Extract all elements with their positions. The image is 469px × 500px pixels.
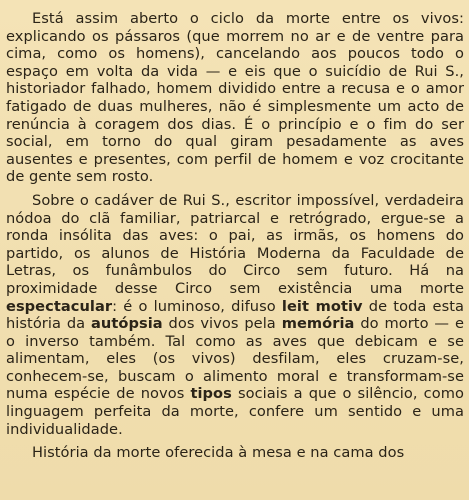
paragraph-1	[6, 10, 464, 186]
paragraph-1-text: Está assim aberto o ciclo da morte entre os vivos: explicando os pássaros (que morrem no ar e de ventre para cima, como os homens), cancelando aos poucos todo o espaço em volta da vida — e eis que o suicídio de Rui S., historiador falhado, homem dividido entre a recusa e o amor fatigado de duas mulheres, não é simplesmente um acto de renúncia à coragem dos dias. É o princípio e o fim do ser social, em torno do qual giram pesadamente as aves ausentes e presentes, com perfil de homem e voz crocitante de gente sem rosto.	[6, 10, 464, 186]
paragraph-2-text: Sobre o cadáver de Rui S., escritor impossível, verdadeira nódoa do clã familiar, patriarcal e retrógrado, ergue-se a ronda insólita das aves: o pai, as irmãs, os homens do partido, os alunos de História Moderna da Faculdade de Letras, os funâmbulos do Circo sem futuro. Há na proximidade desse Circo sem existência uma morte	[6, 191, 464, 297]
paragraph-2-text: de toda esta história da	[6, 297, 464, 333]
paragraph-3	[6, 444, 464, 462]
emphasis-espectacular: espectacular	[6, 297, 113, 315]
paragraph-2-text: sociais a que o silêncio, como linguagem perfeita da morte, confere um sentido e uma individualidade.	[6, 385, 464, 438]
emphasis-tipos: tipos	[190, 385, 232, 403]
paragraph-2-text: do morto — e o inverso também. Tal como as aves que debicam e se alimentam, eles (os vivos) desfilam, eles cruzam-se, conhecem-se, buscam o alimento moral e transformam-se numa espécie de novos	[6, 315, 464, 403]
emphasis-autopsia: autópsia	[91, 315, 163, 333]
paragraph-2-text: dos vivos pela	[162, 315, 282, 333]
body-text	[6, 10, 464, 462]
emphasis-leit-motiv: leit motiv	[281, 297, 363, 315]
paragraph-3-text: História da morte oferecida à mesa e na cama dos	[32, 444, 405, 462]
paragraph-2	[6, 192, 464, 438]
emphasis-memoria: memória	[281, 315, 355, 333]
paragraph-2-text: : é o luminoso, difuso	[112, 297, 282, 315]
